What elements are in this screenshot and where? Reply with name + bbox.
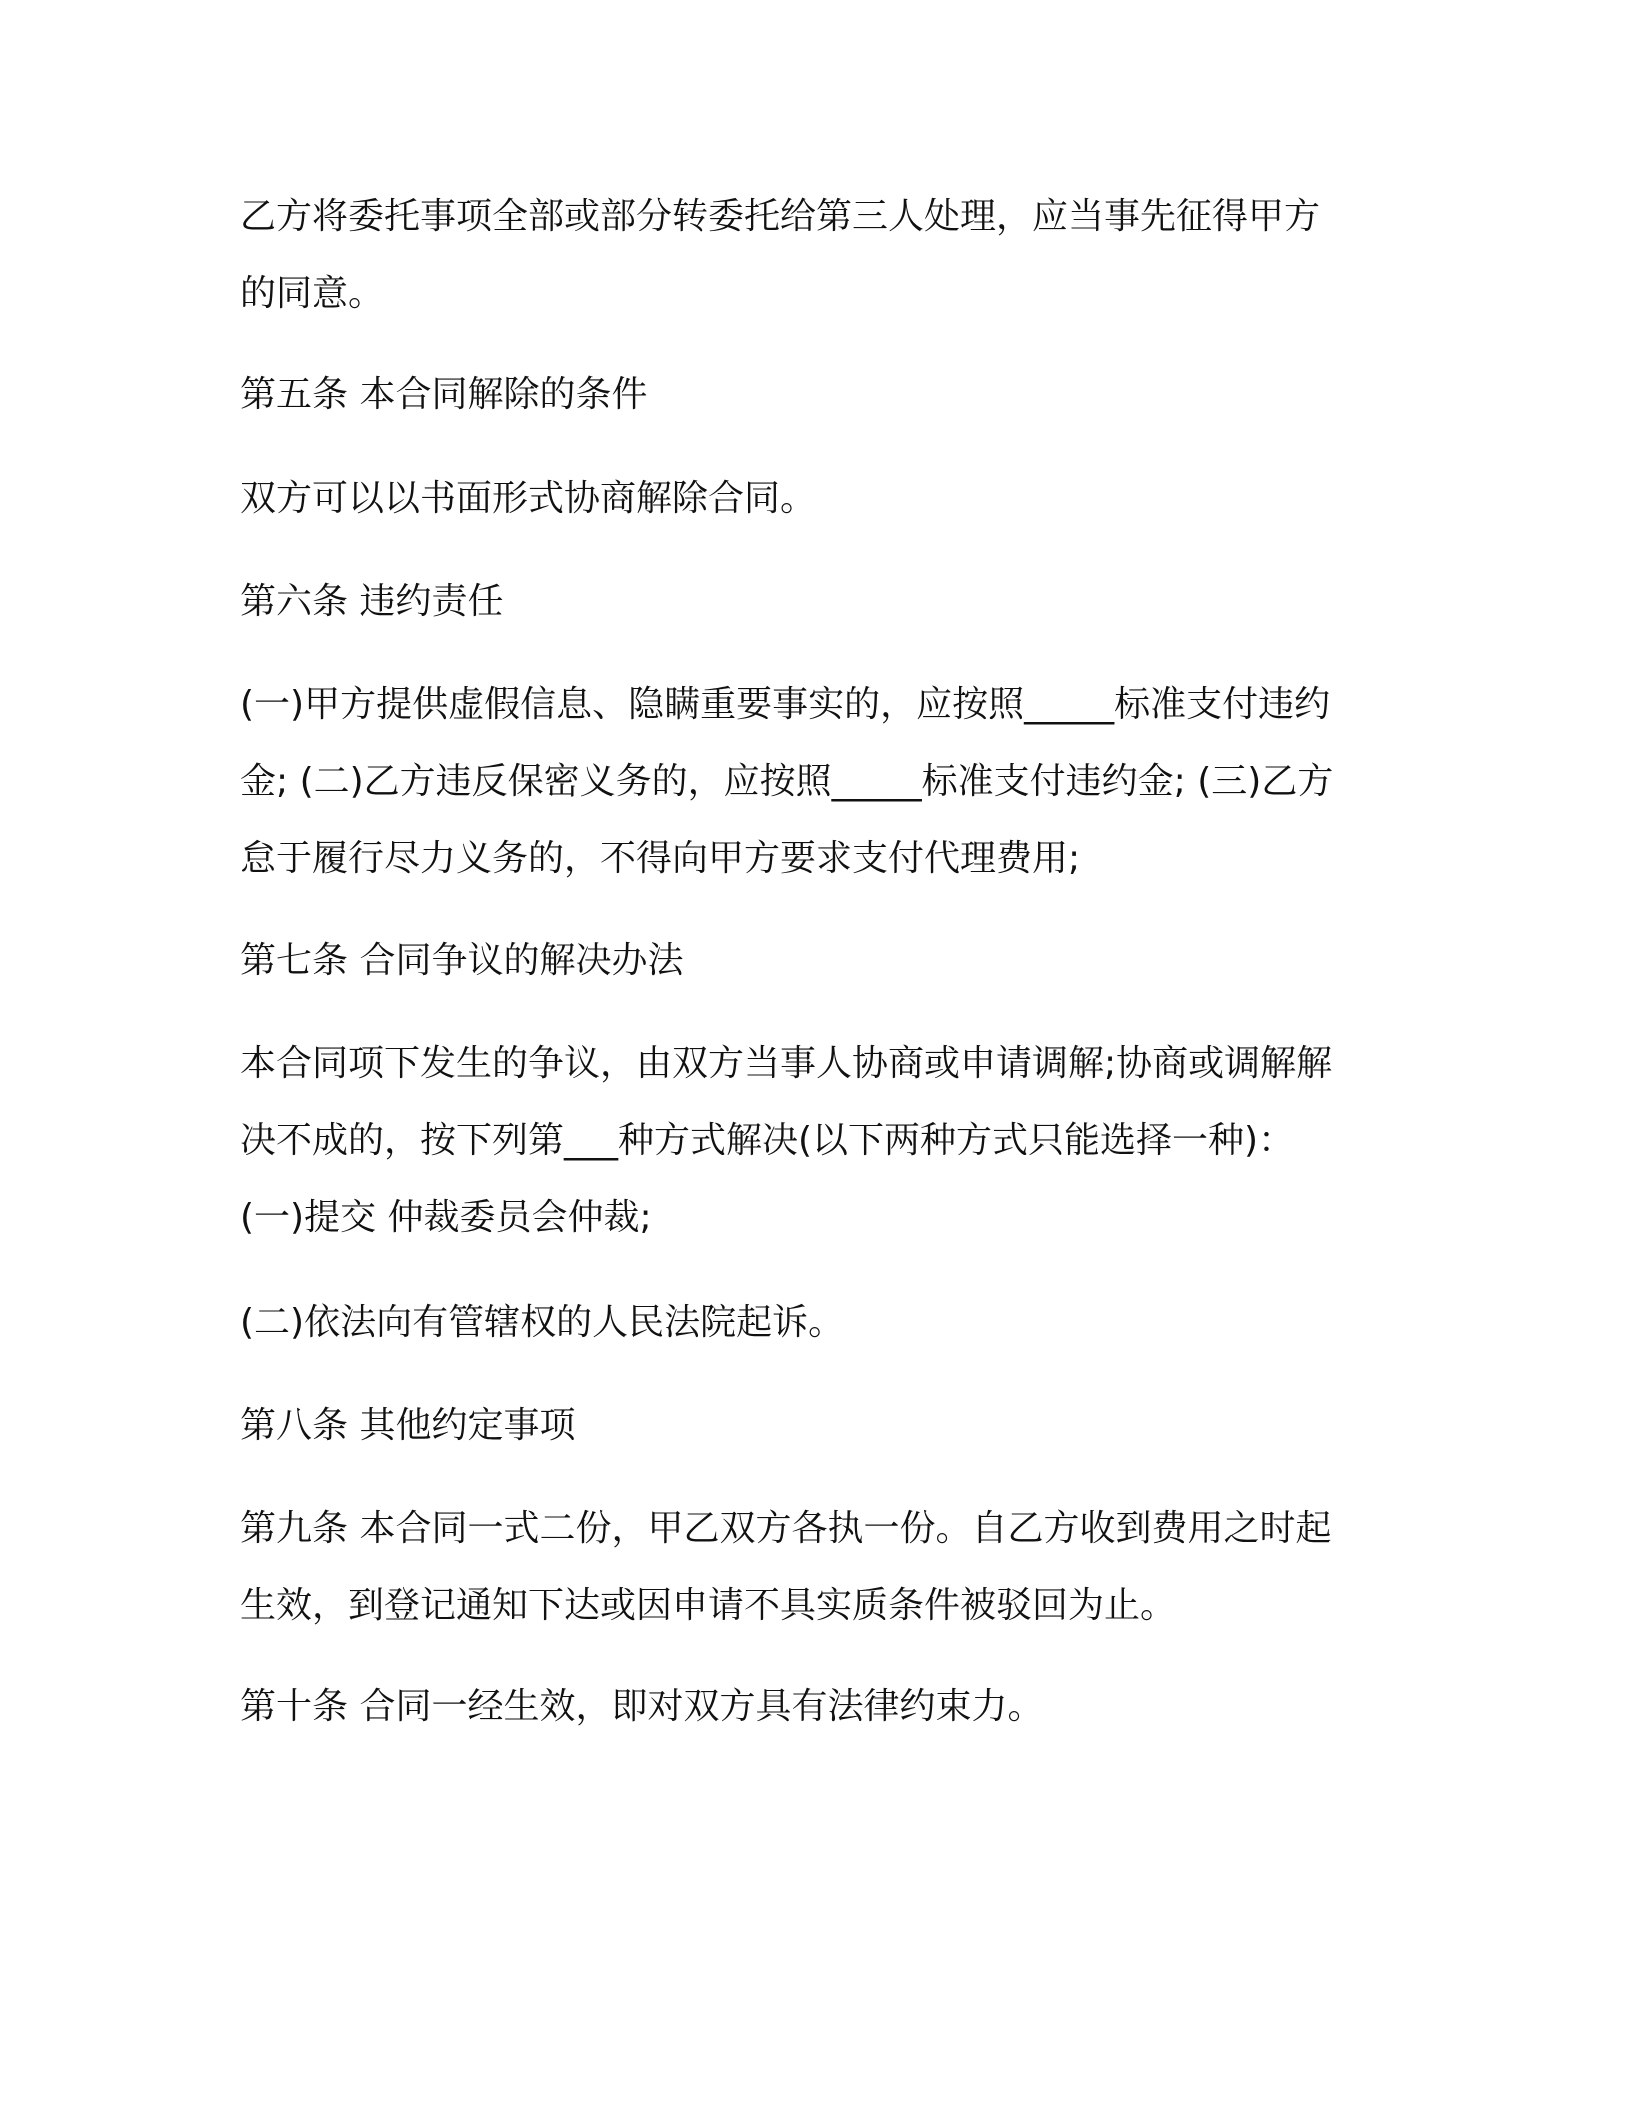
paragraph-court [240,1284,1390,1361]
text-line: 第十条 合同一经生效，即对双方具有法律约束力。 [240,1686,1044,1727]
heading-article-7 [240,922,1390,999]
text-line: 第五条 本合同解除的条件 [240,374,648,415]
text-line: 乙方将委托事项全部或部分转委托给第三人处理，应当事先征得甲方 [240,196,1321,237]
text-line: 双方可以以书面形式协商解除合同。 [240,478,817,519]
heading-article-6 [240,563,1390,640]
text-line: 第七条 合同争议的解决办法 [240,940,684,981]
paragraph-article-10 [240,1668,1390,1745]
paragraph-termination [240,460,1390,537]
text-line: (一)提交 仲裁委员会仲裁; [240,1197,652,1238]
text-line: 第六条 违约责任 [240,581,504,622]
paragraph-article-9 [240,1490,1390,1644]
paragraph-liability [240,666,1390,897]
text-line: 生效，到登记通知下达或因申请不具实质条件被驳回为止。 [240,1585,1177,1626]
paragraph-dispute [240,1025,1390,1256]
text-line: 的同意。 [240,273,385,314]
text-line: 决不成的，按下列第___种方式解决(以下两种方式只能选择一种)： [240,1120,1295,1161]
text-line: (一)甲方提供虚假信息、隐瞒重要事实的，应按照_____标准支付违约 [240,684,1331,725]
heading-article-8 [240,1387,1390,1464]
text-line: (二)依法向有管辖权的人民法院起诉。 [240,1302,845,1343]
text-line: 第八条 其他约定事项 [240,1405,576,1446]
text-line: 第九条 本合同一式二份，甲乙双方各执一份。自乙方收到费用之时起 [240,1508,1332,1549]
text-line: 怠于履行尽力义务的，不得向甲方要求支付代理费用; [240,838,1081,879]
paragraph-subdelegation [240,178,1390,332]
heading-article-5 [240,356,1390,433]
text-line: 本合同项下发生的争议，由双方当事人协商或申请调解;协商或调解解 [240,1043,1333,1084]
text-line: 金; (二)乙方违反保密义务的，应按照_____标准支付违约金; (三)乙方 [240,761,1334,802]
